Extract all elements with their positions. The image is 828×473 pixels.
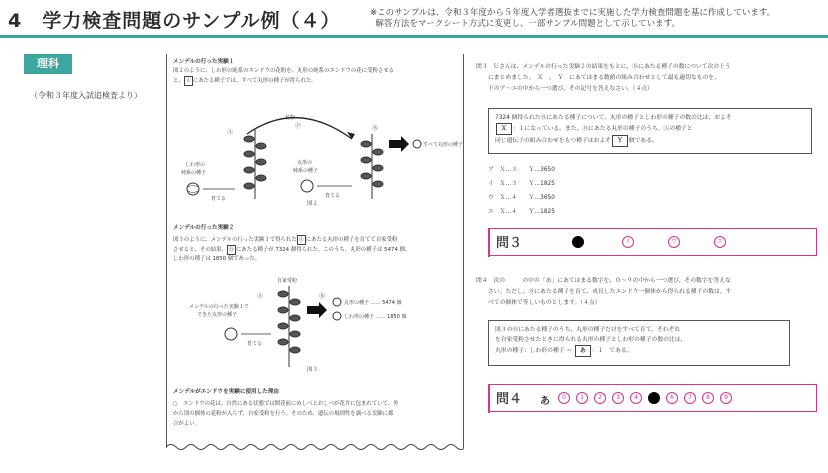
q3-line-1: 問３ Ｕさんは、メンデルの行った実験２の結果をもとに、Ⓑにあたる種子の数について次の上う <box>476 64 731 70</box>
question-3 <box>476 62 821 95</box>
q4-box-line-3c: ：１ である。 <box>591 348 633 354</box>
p2b-text: させると、その結果、 <box>173 247 227 253</box>
fig2-all-round: すべて丸形の種子 <box>423 142 463 148</box>
q4-bubble-2[interactable]: 2 <box>594 392 606 404</box>
fig3-from-1: メンデルの行った実験１で <box>189 304 249 310</box>
fig3-seed <box>225 328 237 340</box>
choice-u: ウ Ｘ…４ Ｙ…3650 <box>488 195 555 201</box>
q4-line-1: 問４ 次の の中の「あ」にあてはまる数字を、０〜９の中から一つ選び、その数字を答えな <box>476 278 731 284</box>
heading-experiment-2: メンデルの行った実験２ <box>173 225 235 231</box>
q4-bubble-0[interactable]: 0 <box>558 392 570 404</box>
blank-y: Ｙ <box>612 135 628 147</box>
q3-bubble-u[interactable]: ウ <box>668 236 680 248</box>
q3-answer-row <box>488 228 817 256</box>
fig3-round-seed <box>333 298 341 306</box>
plant-2 <box>361 134 383 199</box>
fig3-big-arrow <box>307 302 327 318</box>
figure-2 <box>167 94 463 206</box>
q3-summary-box <box>488 108 812 154</box>
document-tear-edge <box>166 442 464 452</box>
q4-box-line-3a: 丸形の種子：しわ形の種子 ＝ <box>495 348 575 354</box>
q3-answer-label: 問３ <box>496 236 523 251</box>
fig2-label-a: Ⓐ <box>227 129 234 136</box>
q3-bubble-a[interactable] <box>572 236 584 248</box>
choice-e: エ Ｘ…４ Ｙ…1825 <box>488 209 555 215</box>
q3-box-line-3c: 個である。 <box>628 138 658 144</box>
q4-answer-label: 問４ <box>496 392 523 407</box>
q4-box-line-2: を自家受粉させたときに得られる丸形の種子としわ形の種子の数の比は、 <box>495 337 687 343</box>
q3-bubble-e[interactable]: エ <box>714 236 726 248</box>
fig2-wrinkled-2: 純系の種子 <box>181 170 207 176</box>
label-a-box: Ⓐ <box>185 78 191 84</box>
fig3-from-2: できた丸形の種子 <box>197 312 238 318</box>
q4-bubble-9[interactable]: 9 <box>720 392 732 404</box>
header-divider <box>0 35 828 38</box>
paragraph-3a: ○ エンドウの花は、自然にある状態では開花前にめしべとおしべが花弁に包まれていて、外 <box>173 401 399 407</box>
q3-answer-row-edge <box>488 228 490 257</box>
p1b-text: と、 <box>173 78 184 84</box>
paragraph-2b <box>173 245 410 255</box>
q4-line-3: べての個体で等しいものとします。（４点） <box>488 300 601 306</box>
round-seed <box>301 180 313 192</box>
q3-box-line-1: 7324 個得られたⒷにあたる種子について、丸形の種子としわ形の種子の数の比は、およそ <box>495 115 732 121</box>
fig2-grow-2: 育てる <box>325 193 341 199</box>
p2b-box: Ⓑ <box>228 247 234 253</box>
figure-3 <box>167 272 463 372</box>
wrinkled-seed-lines <box>188 186 198 193</box>
page-title: 4 学力検査問題のサンプル例（４） <box>8 10 341 32</box>
fig2-wrinkled-1: しわ形の <box>185 162 206 168</box>
paragraph-2c: しわ形の種子は 1850 個であった。 <box>173 256 261 262</box>
fig3-label-b: Ⓑ <box>319 293 326 300</box>
figure-3-caption: 図３ <box>307 367 318 373</box>
paragraph-1b <box>173 76 317 86</box>
heading-reason: メンデルがエンドウを実験に使用した理由 <box>173 389 280 395</box>
heading-experiment-1: メンデルの行った実験１ <box>173 59 235 65</box>
q4-answer-prefix: あ <box>540 396 550 407</box>
subject-badge: 理科 <box>24 54 72 74</box>
q4-box-line-3 <box>495 345 783 357</box>
choice-i: イ Ｘ…３ Ｙ…1825 <box>488 181 555 187</box>
q3-line-2: にまとめました。 Ｘ 、 Ｙ にあてはまる数値の組み合わせとして最も適切なものを、 <box>488 75 720 81</box>
fig3-round-count: 丸形の種子 …… 5474 個 <box>344 300 402 306</box>
blank-x: Ｘ <box>496 123 512 135</box>
blank-a: あ <box>575 345 591 357</box>
plant-1 <box>244 129 266 199</box>
fig2-round-2: 純系の種子 <box>293 168 319 174</box>
note-line-1: ※このサンプルは、令和３年度から５年度入学者選抜までに実施した学力検査問題を基に作成しています。 <box>370 8 776 18</box>
paragraph-2a <box>173 235 397 245</box>
fig2-pollen: 花粉 <box>285 115 296 121</box>
plant-3 <box>278 286 300 367</box>
fig2-label-b: Ⓑ <box>372 125 379 132</box>
q3-box-line-3a: 同じ遺伝子の組み合わせをもつ種子はおよそ <box>495 138 611 144</box>
header-note <box>370 8 775 30</box>
question-4 <box>476 276 821 309</box>
q3-box-line-3 <box>495 135 805 147</box>
figure-2-caption: 図２ <box>307 201 318 207</box>
p2a-text: 図３のように、メンデルの行った実験１で得られた <box>173 237 297 243</box>
p2a-rest: にあたる丸形の種子を育てて自家受粉 <box>305 237 398 243</box>
q4-bubble-5[interactable] <box>648 392 660 404</box>
q4-bubble-6[interactable]: 6 <box>666 392 678 404</box>
source-note: （令和３年度入試追検査より） <box>30 91 142 100</box>
fig2-round-1: 丸形の <box>297 160 313 166</box>
fig2-big-arrow <box>389 136 409 152</box>
q4-bubble-1[interactable]: 1 <box>576 392 588 404</box>
paragraph-3b: から別の個体の花粉が入らず、自家受粉を行う。そのため、遺伝の規則性を調べる実験に都 <box>173 411 394 417</box>
q3-box-line-2 <box>495 123 805 135</box>
q4-bubble-7[interactable]: 7 <box>684 392 696 404</box>
choice-a: ア Ｘ…３ Ｙ…3650 <box>488 167 555 173</box>
note-line-2: 解答方法をマークシート方式に変更し、一部サンプル問題として示しています。 <box>375 19 680 29</box>
paragraph-3c: 合がよい。 <box>173 421 200 427</box>
fig3-grow: 育てる <box>247 341 263 347</box>
paragraph-1a: 図２のように、しわ形の純系のエンドウの花粉を、丸形の純系のエンドウの花に受粉させる <box>173 68 395 74</box>
q3-box-line-2-rest: ：１になっている。また、Ⓑにあたる丸形の種子のうち、Ⓐの種子と <box>512 126 693 132</box>
q4-line-2: さい。ただし、Ⓑにあたる種子を育て、成長したエンドウ一個体から得られる種子の数は、す <box>488 289 732 295</box>
q4-bubble-3[interactable]: 3 <box>612 392 624 404</box>
p2a-box: Ⓐ <box>298 237 304 243</box>
q4-summary-box <box>488 320 790 366</box>
fig2-grow-1: 育てる <box>211 196 227 202</box>
q4-bubble-4[interactable]: 4 <box>630 392 642 404</box>
q4-bubble-8[interactable]: 8 <box>702 392 714 404</box>
fig3-wrinkled-seed <box>333 312 341 320</box>
q3-bubble-i[interactable]: イ <box>622 236 634 248</box>
fig2-label-p: Ⓟ <box>295 123 302 130</box>
fig3-wrinkled-count: しわ形の種子 …… 1850 個 <box>344 314 407 320</box>
left-document <box>166 54 464 448</box>
wrinkled-seed <box>187 183 199 195</box>
q3-line-3: 下のア〜エの中から一つ選び、その記号を答えなさい。（４点） <box>488 86 653 92</box>
result-seed <box>413 140 421 148</box>
q4-answer-row-edge <box>488 384 490 413</box>
fig3-label-a: Ⓐ <box>257 293 264 300</box>
q4-box-line-1: 図３のⒷにあたる種子のうち、丸形の種子だけをすべて育て、それぞれ <box>495 327 681 333</box>
p1b-rest: にあたる種子では、すべて丸形の種子が得られた。 <box>192 78 317 84</box>
p2b-rest: にあたる種子が 7324 個得られた。このうち、丸形の種子は 5474 個、 <box>235 247 411 253</box>
fig3-self: 自家受粉 <box>277 278 298 284</box>
